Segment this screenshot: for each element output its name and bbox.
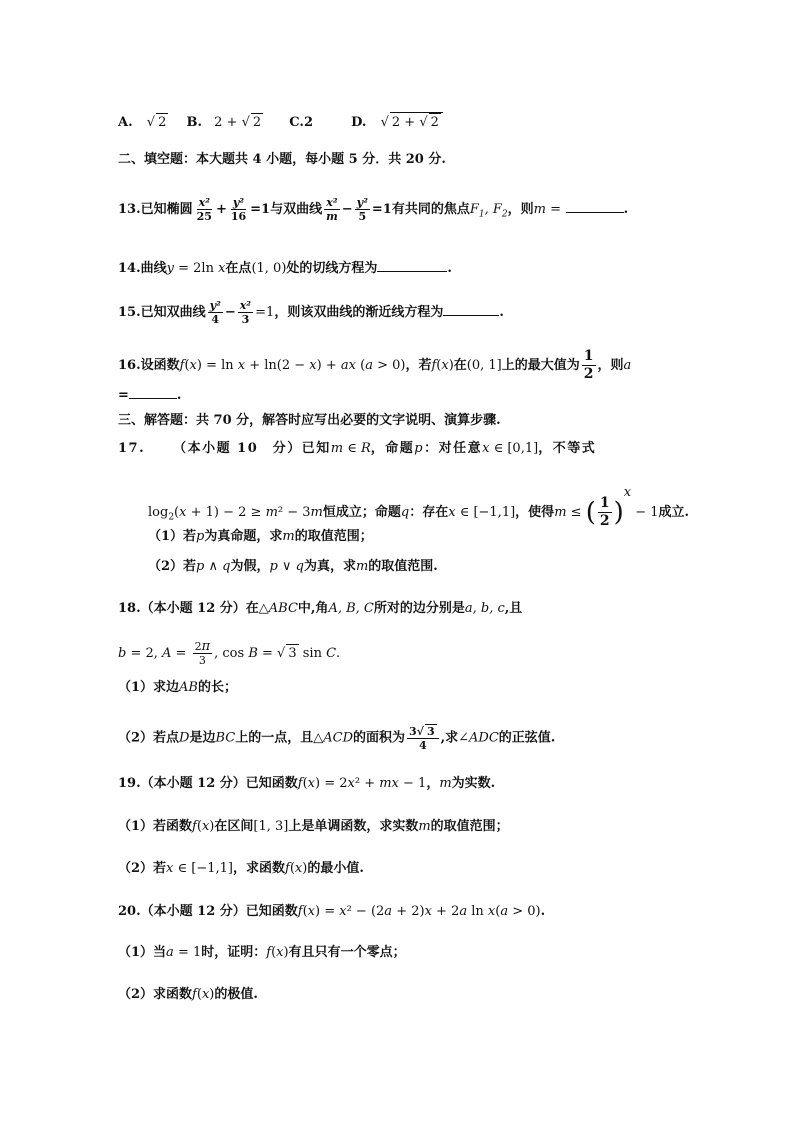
answer-blank[interactable] (566, 200, 624, 213)
option-a-label: A. (118, 115, 133, 130)
question-20-part-1: （1）当a = 1时，证明：f(x)有且只有一个零点； (118, 945, 406, 960)
question-18-part-2: （2）若点D是边BC上的一点，且△ACD的面积为 $\frac{3√ 3}{4}$ ,求∠ADC的正弦值. (118, 725, 556, 752)
question-18-conditions: b = 2, A = $\frac{2\pi}{3}$ , cos B = √ 3 sin C. (118, 639, 341, 667)
answer-blank[interactable] (377, 259, 447, 272)
question-15: 15.已知双曲线 $\frac{\text{y²}}{4}$ − $\frac{\text{x²}}{3}$ =1，则该双曲线的渐近线方程为 . (118, 299, 504, 326)
section-2-title: 二、填空题：本大题共 4 小题，每小题 5 分．共 20 分. (118, 152, 446, 167)
question-18: 18.（本小题 12 分）在△ABC中,角A, B, C所对的边分别是a, b, c,且 (118, 601, 523, 616)
question-17: 17. （本小题 10 分）已知m ∈ R，命题p：对任意x ∈ [0,1]，不等式 (118, 441, 597, 456)
question-16: 16.设函数f(x) = ln x + ln(2 − x) + ax (a > 0)，若f(x)在(0, 1]上的最大值为 $\frac{1}{2}$ ，则a (118, 348, 632, 382)
option-b-label: B. (186, 115, 202, 130)
question-17-line-2: $\log_2(x + 1) - 2 \ge m^2 - 3m$恒成立；命题q：存在x ∈ [−1,1]，使得m ≤ ( $\frac{1}{2}$ )$^x$ − 1成立. (148, 485, 690, 529)
option-c-value: 2 (303, 115, 313, 130)
question-19-part-2: （2）若x ∈ [−1,1]，求函数f(x)的最小值. (118, 861, 364, 876)
option-c-label: C. (289, 115, 304, 130)
option-d-label: D. (351, 115, 367, 130)
question-17-part-1: （1）若p为真命题，求m的取值范围； (148, 529, 373, 544)
question-14: 14.曲线y = 2ln x在点(1, 0)处的切线方程为 . (118, 261, 452, 276)
question-20-part-2: （2）求函数f(x)的极值. (118, 987, 258, 1002)
answer-blank[interactable] (129, 386, 177, 399)
question-19-part-1: （1）若函数f(x)在区间[1, 3]上是单调函数，求实数m的取值范围； (118, 819, 509, 834)
question-17-part-2: （2）若p ∧ q为假，p ∨ q为真，求m的取值范围. (148, 559, 438, 574)
section-3-title: 三、解答题：共 70 分，解答时应写出必要的文字说明、演算步骤. (118, 413, 501, 428)
question-13: 13.已知椭圆 $\frac{\text{x²}}{25}$ + $\frac{\text{y²}}{16}$ =1与双曲线 $\frac{\text{x²}}{m}$ − $\frac{\text{y²}}{5}$ =1有共同的焦点$F_1$, $F_2$，则m = . (118, 196, 629, 223)
question-20: 20.（本小题 12 分）已知函数f(x) = x² − (2a + 2)x + 2a ln x(a > 0). (118, 904, 546, 919)
answer-blank[interactable] (443, 303, 499, 316)
question-16-line-2: = . (118, 388, 182, 403)
q12-options: A. √ 2 B. 2 + √ 2 C.2 D. √ 2 + √ 2 (118, 112, 443, 132)
question-19: 19.（本小题 12 分）已知函数f(x) = 2x² + mx − 1，m为实数. (118, 776, 496, 791)
question-18-part-1: （1）求边AB的长； (118, 680, 238, 695)
